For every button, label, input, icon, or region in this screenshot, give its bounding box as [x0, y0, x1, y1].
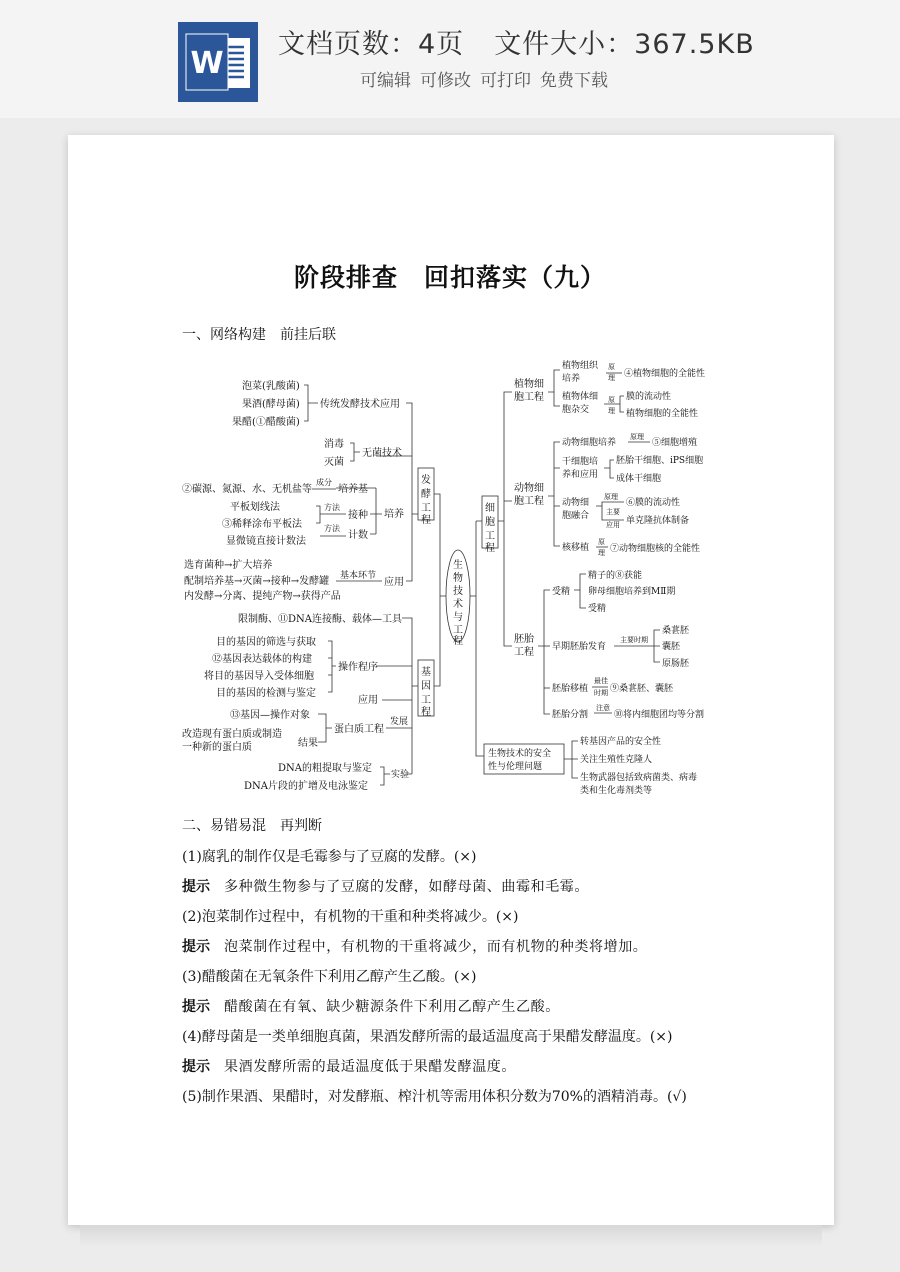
transfer-node: 胚胎移植 [552, 684, 589, 694]
protein-eng-node: 蛋白质工程 [334, 724, 384, 735]
gene-title-2: 因 [421, 681, 431, 692]
animal-culture-principle: ⑤细胞增殖 [652, 438, 698, 448]
fert-item-1: 精子的⑧获能 [588, 571, 643, 581]
plant-principle-2: 膜的流动性 [626, 392, 672, 402]
note-tag: 注意 [596, 704, 610, 712]
ferm-title-2: 酵 [421, 489, 431, 500]
animal-culture-node: 动物细胞培养 [562, 438, 617, 448]
hint-3 [182, 992, 742, 1022]
hint-1 [182, 872, 742, 902]
gene-title-1: 基 [421, 667, 431, 678]
ethics-item-4: 类和生化毒剂类等 [580, 786, 653, 796]
question-1: (1)腐乳的制作仅是毛霉参与了豆腐的发酵。(×) [182, 849, 477, 865]
animal-node-1: 动物细 [514, 483, 544, 494]
transfer-item: ⑨桑葚胚、囊胚 [610, 684, 674, 694]
ethics-node-1: 生物技术的安全 [488, 749, 552, 759]
hint-label: 提示 [182, 879, 210, 895]
gene-title-4: 程 [421, 707, 431, 718]
feature-modifiable: 可修改 [420, 71, 471, 91]
hint-2 [182, 932, 742, 962]
concept-map [176, 356, 736, 806]
principle-tag-4: 理 [608, 407, 615, 415]
embryo-node-2: 工程 [514, 647, 534, 658]
medium-components: ②碳源、氮源、水、无机盐等 [182, 484, 312, 495]
hint-label: 提示 [182, 939, 210, 955]
gene-proc-1: 目的基因的筛选与获取 [216, 637, 316, 648]
page-count-label: 文档页数：4页 [278, 29, 465, 60]
nuclear-tag-1: 原 [598, 538, 605, 546]
fusion-main-1: 主要 [606, 508, 620, 516]
principle-tag-2: 理 [608, 374, 615, 382]
trad-node: 传统发酵技术应用 [320, 399, 400, 410]
cell-title-1: 细 [485, 503, 495, 514]
cell-title-4: 程 [485, 543, 495, 554]
early-node: 早期胚胎发育 [552, 642, 607, 652]
inoculate-method-streak: 平板划线法 [230, 502, 280, 513]
file-size-label: 文件大小：367.5KB [494, 29, 755, 60]
plant-principle-1: ④植物细胞的全能性 [624, 369, 706, 379]
early-item-2: 囊胚 [662, 642, 681, 652]
sterile-item-sterilize: 灭菌 [324, 457, 344, 468]
download-header [0, 0, 900, 118]
culture-node: 培养 [384, 509, 404, 520]
feature-free-download: 免费下载 [540, 71, 608, 91]
center-4: 术 [453, 599, 463, 610]
application-node: 应用 [384, 577, 404, 588]
question-2: (2)泡菜制作过程中，有机物的干重和种类将减少。(×) [182, 909, 519, 925]
question-5: (5)制作果酒、果醋时，对发酵瓶、榨汁机等需用体积分数为70%的酒精消毒。(√) [182, 1089, 687, 1105]
plant-principle-3: 植物细胞的全能性 [626, 409, 699, 419]
split-item: ⑩将内细胞团均等分割 [614, 710, 705, 720]
center-7: 程 [453, 636, 463, 647]
main-period-tag: 主要时期 [620, 636, 648, 644]
plant-tissue-2: 培养 [562, 374, 581, 384]
basic-link-tag: 基本环节 [340, 571, 377, 581]
cell-title-2: 胞 [485, 517, 495, 528]
gene-proc-4: 目的基因的检测与鉴定 [216, 688, 316, 699]
experiment-node: 实验 [391, 770, 410, 780]
early-item-3: 原肠胚 [662, 659, 690, 669]
hint-text: 泡菜制作过程中，有机物的干重将减少，而有机物的种类将增加。 [224, 939, 648, 955]
flow-line-1: 选育菌种→扩大培养 [184, 560, 273, 571]
question-3: (3)醋酸菌在无氧条件下利用乙醇产生乙酸。(×) [182, 969, 477, 985]
center-5: 与 [453, 612, 463, 623]
file-info [278, 22, 755, 61]
hint-text: 醋酸菌在有氧、缺少糖源条件下利用乙醇产生乙酸。 [224, 999, 560, 1015]
split-node: 胚胎分割 [552, 710, 589, 720]
best-time-1: 最佳 [594, 677, 608, 685]
animal-node-2: 胞工程 [514, 496, 544, 507]
center-6: 工 [453, 625, 463, 636]
gene-tools: 限制酶、⑪DNA连接酶、载体—工具 [238, 614, 402, 625]
sterile-item-disinfect: 消毒 [324, 439, 344, 450]
early-item-1: 桑葚胚 [662, 626, 690, 636]
plant-node-2: 胞工程 [514, 392, 544, 403]
animal-principle-tag: 原理 [630, 433, 644, 441]
section-heading-network: 一、网络构建 前挂后联 [182, 327, 336, 343]
plant-hybrid-2: 胞杂交 [562, 405, 590, 415]
nuclear-principle: ⑦动物细胞核的全能性 [610, 544, 701, 554]
principle-tag-1: 原 [608, 363, 615, 371]
feature-printable: 可打印 [480, 71, 531, 91]
hint-text: 多种微生物参与了豆腐的发酵，如酵母菌、曲霉和毛霉。 [224, 879, 589, 895]
nuclear-tag-2: 理 [598, 549, 605, 557]
svg-text:W: W [190, 46, 224, 81]
document-title: 阶段排查 回扣落实（九） [293, 263, 606, 292]
experiment-item-2: DNA片段的扩增及电泳鉴定 [244, 781, 368, 792]
develop-tag: 发展 [390, 717, 409, 727]
fert-node: 受精 [552, 587, 571, 597]
center-1: 生 [453, 560, 463, 571]
trad-item-guojiu: 果酒(酵母菌) [242, 399, 300, 410]
procedure-node: 操作程序 [338, 662, 378, 673]
ethics-item-3: 生物武器包括致病菌类、病毒 [580, 773, 698, 783]
fusion-2: 胞融合 [562, 511, 590, 521]
hint-label: 提示 [182, 999, 210, 1015]
gene-application-node: 应用 [358, 695, 378, 706]
gene-title-3: 工 [421, 695, 431, 706]
gene-proc-3: 将目的基因导入受体细胞 [204, 671, 314, 682]
sterile-node: 无菌技术 [362, 448, 402, 459]
principle-tag-3: 原 [608, 396, 615, 404]
inoculate-method-spread: ③稀释涂布平板法 [222, 519, 302, 530]
cell-title-3: 工 [485, 531, 495, 542]
inoculate-node: 接种 [348, 510, 368, 521]
flow-line-2: 配制培养基→灭菌→接种→发酵罐 [184, 576, 330, 587]
ferm-title-3: 工 [421, 503, 431, 514]
ethics-item-2: 关注生殖性克隆人 [580, 755, 653, 765]
fusion-principle: ⑥膜的流动性 [626, 498, 681, 508]
plant-tissue-1: 植物组织 [562, 361, 599, 371]
plant-node-1: 植物细 [514, 379, 544, 390]
protein-result-1: 改造现有蛋白质或制造 [182, 729, 282, 740]
best-time-2: 时期 [594, 689, 608, 697]
word-document-icon [178, 22, 258, 102]
protein-result-node: 结果 [298, 738, 318, 749]
ethics-item-1: 转基因产品的安全性 [580, 737, 662, 747]
hint-label: 提示 [182, 1059, 210, 1075]
center-2: 物 [453, 573, 463, 584]
section-heading-judge: 二、易错易混 再判断 [182, 818, 322, 834]
component-tag: 成分 [316, 478, 332, 487]
feature-editable: 可编辑 [360, 71, 411, 91]
protein-result-2: 一种新的蛋白质 [182, 742, 252, 753]
stem-1: 干细胞培 [562, 457, 599, 467]
ferm-title-4: 程 [421, 515, 431, 526]
method-tag-2: 方法 [324, 524, 340, 533]
fert-item-2: 卵母细胞培养到MⅡ期 [588, 587, 676, 597]
feature-list [360, 66, 617, 91]
hint-text: 果酒发酵所需的最适温度低于果醋发酵温度。 [224, 1059, 516, 1075]
center-3: 技 [453, 586, 463, 597]
page-shadow [80, 1225, 822, 1247]
count-method-microscope: 显微镜直接计数法 [226, 536, 306, 547]
hint-4 [182, 1052, 742, 1082]
fusion-main-2: 应用 [606, 521, 620, 529]
medium-node: 培养基 [338, 484, 368, 495]
fusion-app: 单克隆抗体制备 [626, 516, 690, 526]
stem-item-2: 成体干细胞 [616, 474, 662, 484]
experiment-item-1: DNA的粗提取与鉴定 [278, 763, 372, 774]
method-tag-1: 方法 [324, 503, 340, 512]
plant-hybrid-1: 植物体细 [562, 392, 599, 402]
nuclear-node: 核移植 [562, 543, 590, 553]
trad-item-paocai: 泡菜(乳酸菌) [242, 381, 300, 392]
stem-item-1: 胚胎干细胞、iPS细胞 [616, 456, 704, 466]
flow-line-3: 内发酵→分离、提纯产物→获得产品 [184, 591, 341, 602]
fusion-1: 动物细 [562, 498, 590, 508]
protein-target: ⑬基因—操作对象 [230, 710, 310, 721]
count-node: 计数 [348, 530, 368, 541]
ferm-title-1: 发 [421, 475, 431, 486]
fusion-principle-tag: 原理 [604, 493, 618, 501]
gene-proc-2: ⑫基因表达载体的构建 [212, 654, 312, 665]
ethics-node-2: 性与伦理问题 [488, 762, 543, 772]
question-4: (4)酵母菌是一类单细胞真菌，果酒发酵所需的最适温度高于果醋发酵温度。(×) [182, 1029, 673, 1045]
fert-item-3: 受精 [588, 604, 607, 614]
trad-item-guocu: 果醋(①醋酸菌) [232, 417, 300, 428]
stem-2: 养和应用 [562, 470, 599, 480]
question-list [182, 842, 742, 1112]
embryo-node-1: 胚胎 [514, 634, 534, 645]
